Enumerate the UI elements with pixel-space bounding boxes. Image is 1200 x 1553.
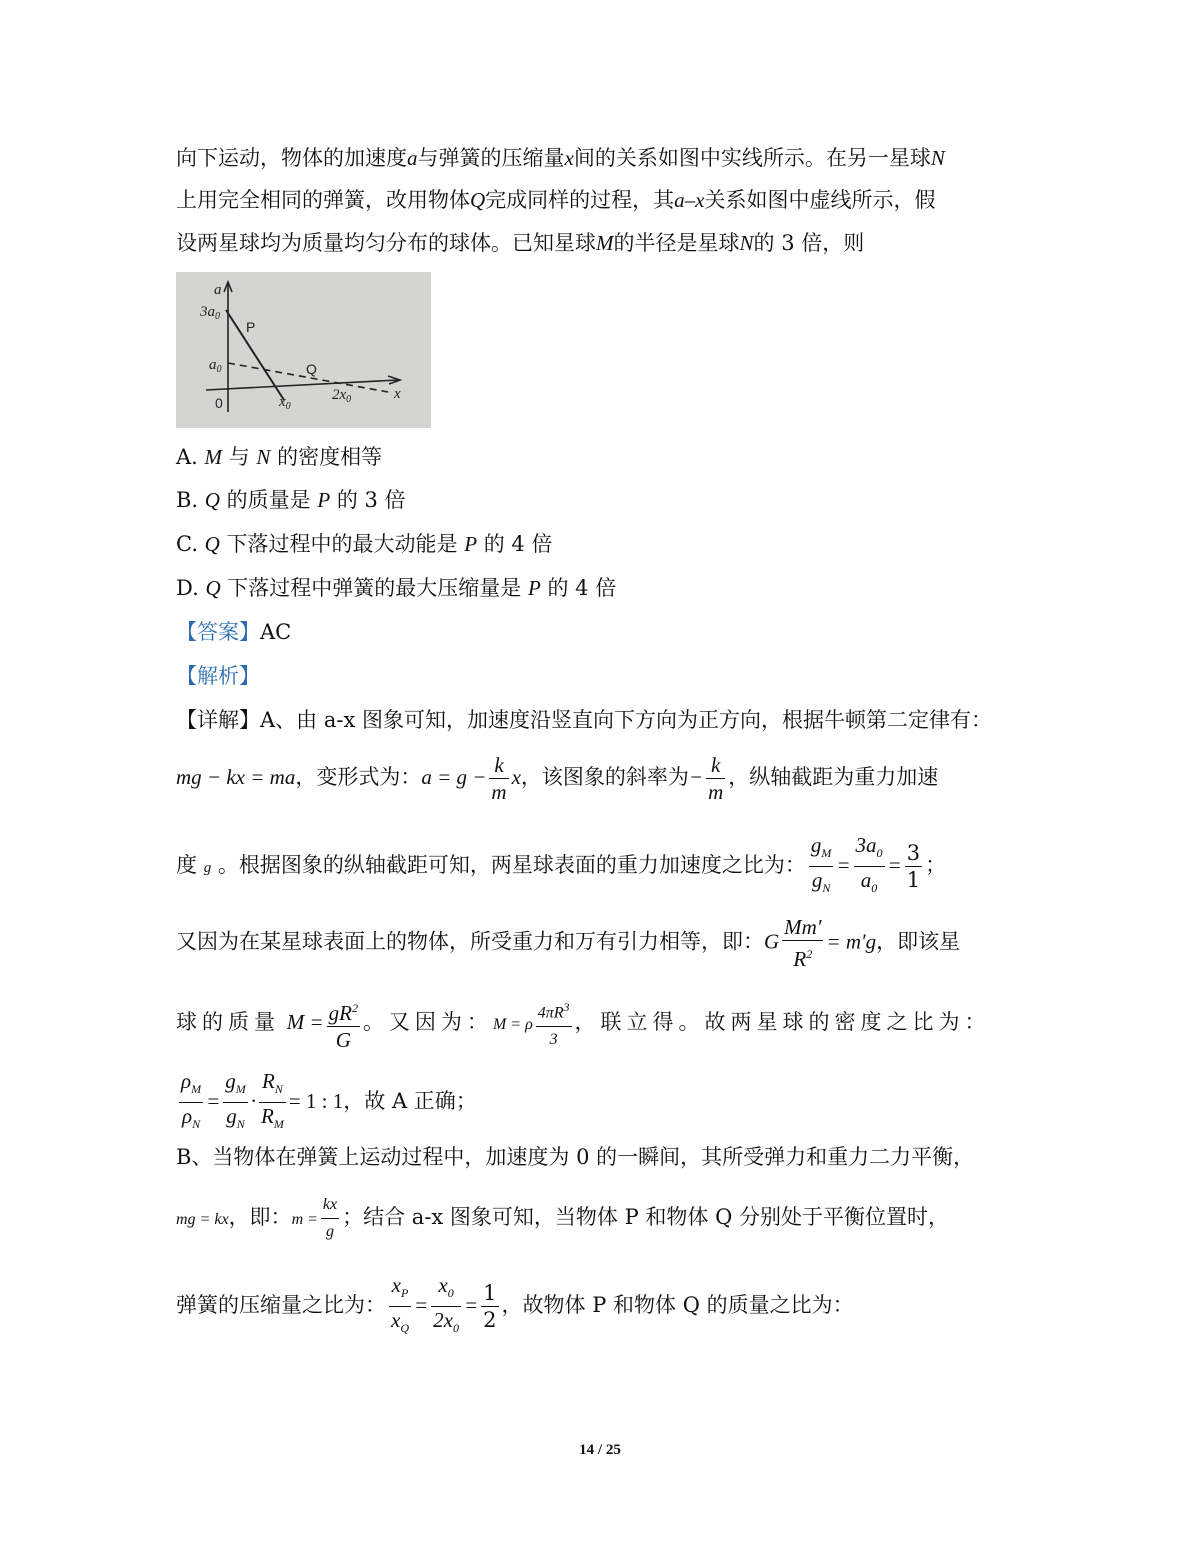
- text: 的质量是: [219, 488, 318, 512]
- text: 完成同样的过程，其: [485, 188, 675, 212]
- fraction: $\frac{Mm'}{R^2}$: [784, 915, 822, 971]
- var: P: [464, 532, 478, 556]
- answer-value: AC: [260, 620, 292, 644]
- x-axis-line: [206, 380, 398, 390]
- text: 向下运动，物体的加速度: [176, 146, 407, 170]
- text: 度: [176, 853, 197, 878]
- var: x: [511, 765, 521, 789]
- text: ，即：: [228, 1205, 292, 1229]
- question-line-3: [176, 231, 864, 255]
- var: M: [596, 231, 614, 255]
- text: 的 3 倍: [330, 488, 406, 512]
- detail-line-2: [176, 752, 938, 805]
- equation: M =: [286, 1010, 324, 1035]
- axis-label-a: a: [214, 282, 222, 298]
- var: x: [564, 146, 574, 170]
- minus: −: [688, 765, 704, 789]
- text: ，即该星: [876, 929, 961, 954]
- fraction: $\frac{k}{m}$: [708, 753, 724, 804]
- tick-2x0: $2x_0$: [332, 387, 352, 405]
- text: 。又因为：: [362, 1010, 493, 1035]
- detail-line-4: [176, 914, 960, 972]
- text: ；: [925, 853, 947, 878]
- equation: m =: [291, 1211, 318, 1228]
- label-P: P: [246, 319, 256, 335]
- text: 的半径是星球: [613, 231, 740, 255]
- var: P: [317, 488, 331, 512]
- a-x-graph-figure: [176, 272, 431, 428]
- var: a–x: [674, 188, 705, 212]
- answer-label: 【答案】: [176, 620, 260, 644]
- var: a: [407, 146, 418, 170]
- text: 与弹簧的压缩量: [417, 146, 565, 170]
- text: 下落过程中的最大动能是: [219, 532, 465, 556]
- option-A: [176, 445, 382, 469]
- fraction: $\frac{3}{1}$: [906, 841, 921, 893]
- fraction: $\frac{g_M}{g_N}$: [225, 1069, 246, 1132]
- text: 的密度相等: [270, 445, 383, 469]
- text: ，故 A 正确；: [343, 1089, 477, 1114]
- detail-line-7: B、当物体在弹簧上运动过程中，加速度为 0 的一瞬间，其所受弹力和重力二力平衡，: [176, 1145, 975, 1169]
- option-C: [176, 532, 552, 556]
- text: ，该图象的斜率为: [520, 765, 689, 789]
- analysis-heading: [176, 664, 260, 688]
- question-line-1: [176, 146, 945, 170]
- answer: [176, 620, 291, 644]
- var: G: [764, 929, 780, 954]
- text: 的 3 倍，则: [753, 231, 865, 255]
- fraction: $\frac{3a_0}{a_0}$: [855, 833, 883, 896]
- detail-line-3: 度 g 。根据图象的纵轴截距可知，两星球表面的重力加速度之比为： $\frac{g_M}{g_N}$ = $\frac{3a_0}{a_0}$ = $\frac{3}{1}$ ；: [176, 832, 946, 901]
- fraction: $\frac{4\pi R^3}{3}$: [536, 994, 572, 1053]
- equation: = m′g: [826, 929, 877, 954]
- text: 又因为在某星球表面上的物体，所受重力和万有引力相等，即：: [176, 929, 764, 954]
- equation: mg − kx = ma: [176, 765, 296, 789]
- text: ，故物体 P 和物体 Q 的质量之比为：: [501, 1293, 854, 1318]
- detail-line-9: 弹簧的压缩量之比为： $\frac{x_P}{x_Q}$ = $\frac{x_0}{2x_0}$ = $\frac{1}{2}$ ，故物体 P 和物体 Q 的质量之比为：: [176, 1272, 854, 1341]
- equation: M = ρ: [492, 1016, 533, 1034]
- text: 与: [222, 445, 257, 469]
- fraction: $\frac{g_M}{g_N}$: [810, 833, 832, 896]
- text: 球的质量: [176, 1010, 280, 1035]
- var: N: [256, 445, 271, 469]
- text: ；结合 a-x 图象可知，当物体 P 和物体 Q 分别处于平衡位置时，: [342, 1205, 949, 1229]
- detail-line-8: [176, 1192, 949, 1245]
- a-x-graph: [176, 272, 431, 428]
- var: N: [930, 146, 945, 170]
- fraction: $\frac{1}{2}$: [483, 1281, 497, 1333]
- fraction: $\frac{\rho_M}{\rho_N}$: [181, 1069, 202, 1132]
- equation: a = g −: [421, 765, 487, 789]
- fraction: $\frac{x_0}{2x_0}$: [433, 1273, 459, 1336]
- page-number: 14 / 25: [579, 1442, 621, 1458]
- option-D: [176, 576, 616, 600]
- text: 关系如图中虚线所示，假: [704, 188, 936, 212]
- tick-x0: $x_0$: [279, 394, 291, 412]
- option-letter: C.: [176, 532, 205, 556]
- text: ，变形式为：: [295, 765, 422, 789]
- tick-a0: $a_0$: [209, 357, 222, 375]
- result: = 1 : 1: [288, 1089, 344, 1114]
- fraction: $\frac{x_P}{x_Q}$: [391, 1273, 409, 1336]
- text: 设两星球均为质量均匀分布的球体。已知星球: [176, 231, 596, 255]
- fraction: $\frac{kx}{g}$: [321, 1192, 339, 1245]
- option-B: [176, 488, 406, 512]
- detail-line-1: 【详解】A、由 a-x 图象可知，加速度沿竖直向下方向为正方向，根据牛顿第二定律有：: [176, 708, 992, 732]
- origin-label: 0: [215, 395, 223, 411]
- detail-line-6: $\frac{\rho_M}{\rho_N}$ = $\frac{g_M}{g_N}$ · $\frac{R_N}{R_M}$ = 1 : 1，故 A 正确；: [176, 1068, 477, 1137]
- option-letter: D.: [176, 576, 206, 600]
- var: Q: [205, 576, 221, 600]
- text: 的 4 倍: [540, 576, 617, 600]
- text: 间的关系如图中实线所示。在另一星球: [573, 146, 931, 170]
- text: 。根据图象的纵轴截距可知，两星球表面的重力加速度之比为：: [217, 853, 806, 878]
- var: N: [739, 231, 754, 255]
- fraction: $\frac{k}{m}$: [491, 753, 507, 804]
- text: 弹簧的压缩量之比为：: [176, 1293, 386, 1318]
- detail-line-5: [176, 994, 991, 1053]
- text: ，纵轴截距为重力加速: [728, 765, 939, 789]
- analysis-label: 【解析】: [176, 664, 260, 688]
- axis-label-x: x: [394, 386, 401, 402]
- question-line-2: [176, 188, 936, 212]
- var: g: [203, 860, 212, 877]
- fraction: $\frac{gR^2}{G}$: [327, 995, 360, 1053]
- text: 的 4 倍: [477, 532, 553, 556]
- var: M: [204, 445, 223, 469]
- var: P: [527, 576, 541, 600]
- fraction: $\frac{R_N}{R_M}$: [261, 1069, 284, 1132]
- text: 上用完全相同的弹簧，改用物体: [176, 188, 470, 212]
- text: 下落过程中弹簧的最大压缩量是: [220, 576, 528, 600]
- var: Q: [470, 188, 486, 212]
- var: Q: [204, 488, 220, 512]
- tick-3a0: $3a_0$: [200, 304, 220, 322]
- option-letter: B.: [176, 488, 205, 512]
- equation: mg = kx: [176, 1211, 229, 1228]
- label-Q: Q: [306, 361, 317, 377]
- var: Q: [204, 532, 220, 556]
- option-letter: A.: [176, 445, 205, 469]
- text: ，联立得。故两星球的密度之比为：: [574, 1010, 991, 1035]
